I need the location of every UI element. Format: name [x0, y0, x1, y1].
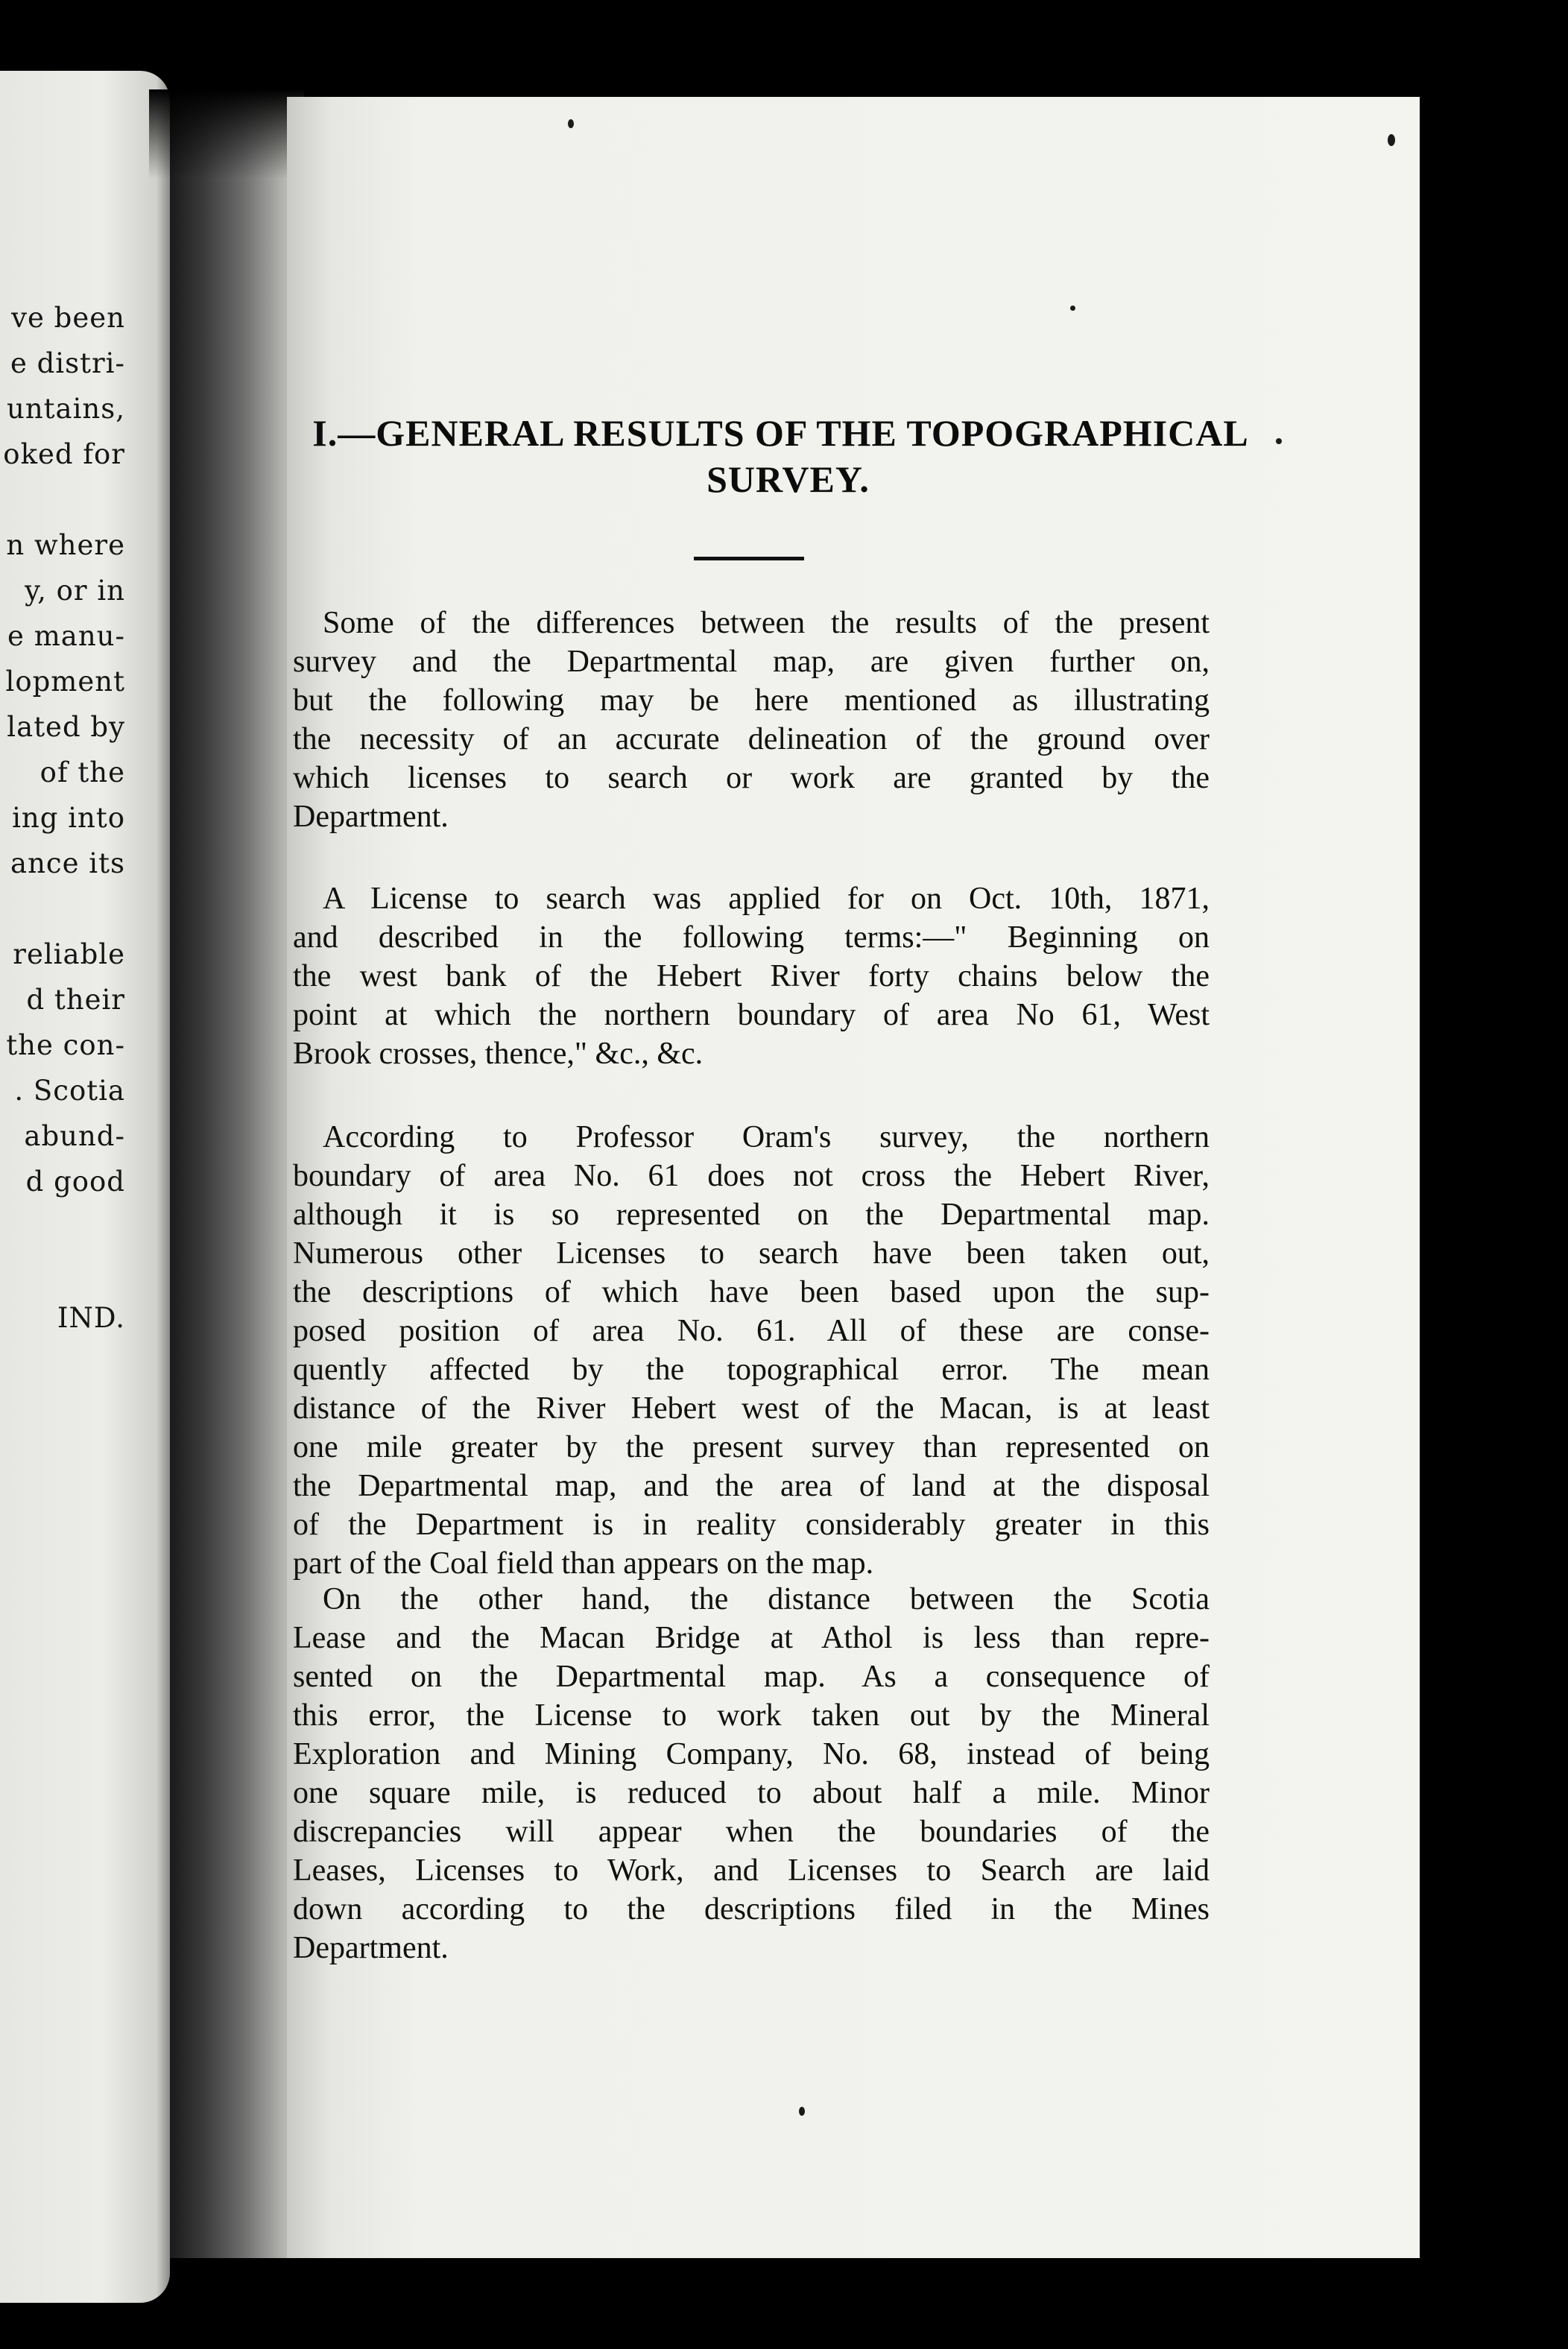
left-page-line: d good — [25, 1166, 125, 1198]
left-page-line: d their — [26, 984, 125, 1016]
paragraph-line: Exploration and Mining Company, No. 68, instead of being — [293, 1737, 1210, 1771]
paragraph-line: part of the Coal field than appears on the map. — [293, 1546, 874, 1581]
paragraph-line: but the following may be here mentioned as illustrating — [293, 683, 1210, 718]
film-speck — [1388, 134, 1395, 146]
paragraph-line: sented on the Departmental map. As a consequence of — [293, 1660, 1210, 1694]
paragraph-line: A License to search was applied for on Oct. 10th, 1871, — [323, 882, 1210, 916]
left-page-line: ance its — [10, 847, 125, 879]
paragraph-line: the descriptions of which have been based upon the sup- — [293, 1275, 1210, 1309]
left-page-line: of the — [39, 756, 125, 788]
film-speck — [1070, 306, 1075, 311]
paragraph-line: boundary of area No. 61 does not cross the Hebert River, — [293, 1159, 1210, 1193]
section-heading — [287, 410, 1289, 502]
paragraph-line: Department. — [293, 1931, 449, 1965]
film-speck — [568, 119, 574, 128]
paragraph-line: point at which the northern boundary of area No 61, West — [293, 998, 1210, 1032]
paragraph-line: the necessity of an accurate delineation of the ground over — [293, 722, 1210, 756]
heading-rule — [694, 557, 804, 560]
paragraph-line: down according to the descriptions filed in the Mines — [293, 1892, 1210, 1926]
paragraph-2 — [293, 879, 1210, 1073]
paragraph-line: Some of the differences between the results of the present — [323, 606, 1210, 640]
paragraph-line: According to Professor Oram's survey, the northern — [323, 1120, 1210, 1154]
paragraph-line: On the other hand, the distance between the Scotia — [323, 1582, 1210, 1616]
paragraph-line: the Departmental map, and the area of land at the disposal — [293, 1469, 1210, 1503]
paragraph-line: Brook crosses, thence," &c., &c. — [293, 1037, 704, 1071]
paragraph-line: posed position of area No. 61. All of these are conse- — [293, 1314, 1210, 1348]
left-page-line: oked for — [3, 438, 125, 470]
film-speck — [1276, 438, 1282, 444]
paragraph-line: Numerous other Licenses to search have been taken out, — [293, 1236, 1210, 1271]
paragraph-line: Department. — [293, 800, 449, 834]
left-page-line: n where — [6, 529, 125, 561]
paragraph-line: quently affected by the topographical error. The mean — [293, 1353, 1210, 1387]
left-facing-page — [0, 71, 170, 2303]
paragraph-line: discrepancies will appear when the boundaries of the — [293, 1815, 1210, 1849]
paragraph-line: distance of the River Hebert west of the Macan, is at least — [293, 1391, 1210, 1426]
left-page-line: abund- — [24, 1120, 125, 1152]
left-page-line: ing into — [12, 802, 125, 834]
heading-line-1: I.—GENERAL RESULTS OF THE TOPOGRAPHICAL — [312, 412, 1249, 454]
paragraph-line: one mile greater by the present survey than represented on — [293, 1430, 1210, 1464]
paragraph-1 — [293, 604, 1210, 836]
paragraph-line: which licenses to search or work are granted by the — [293, 761, 1210, 795]
left-page-line: . Scotia — [14, 1075, 125, 1107]
paragraph-line: one square mile, is reduced to about half a mile. Minor — [293, 1776, 1210, 1810]
left-page-line: reliable — [13, 938, 125, 970]
left-page-line: lated by — [7, 711, 125, 743]
paragraph-line: and described in the following terms:—" Beginning on — [293, 920, 1210, 955]
paragraph-line: Lease and the Macan Bridge at Athol is less than repre- — [293, 1621, 1210, 1655]
paragraph-line: of the Department is in reality considerably greater in this — [293, 1508, 1210, 1542]
paragraph-3 — [293, 1118, 1210, 1583]
main-page — [287, 97, 1420, 2258]
paragraph-line: Leases, Licenses to Work, and Licenses to Search are laid — [293, 1853, 1210, 1888]
left-page-line: lopment — [5, 666, 125, 698]
left-page-line: ve been — [11, 302, 125, 334]
left-page-line: y, or in — [25, 575, 125, 607]
left-page-line: e manu- — [7, 620, 125, 652]
left-page-line: e distri- — [10, 347, 125, 379]
paragraph-line: although it is so represented on the Departmental map. — [293, 1198, 1210, 1232]
paragraph-line: this error, the License to work taken out by the Mineral — [293, 1698, 1210, 1733]
paragraph-4 — [293, 1580, 1210, 1967]
heading-line-2: SURVEY. — [706, 458, 870, 500]
left-page-line: untains, — [7, 393, 125, 425]
left-page-line: IND. — [57, 1302, 125, 1334]
paragraph-line: the west bank of the Hebert River forty chains below the — [293, 959, 1210, 993]
film-speck — [799, 2107, 805, 2116]
paragraph-line: survey and the Departmental map, are given further on, — [293, 645, 1210, 679]
left-page-line: the con- — [6, 1029, 125, 1061]
